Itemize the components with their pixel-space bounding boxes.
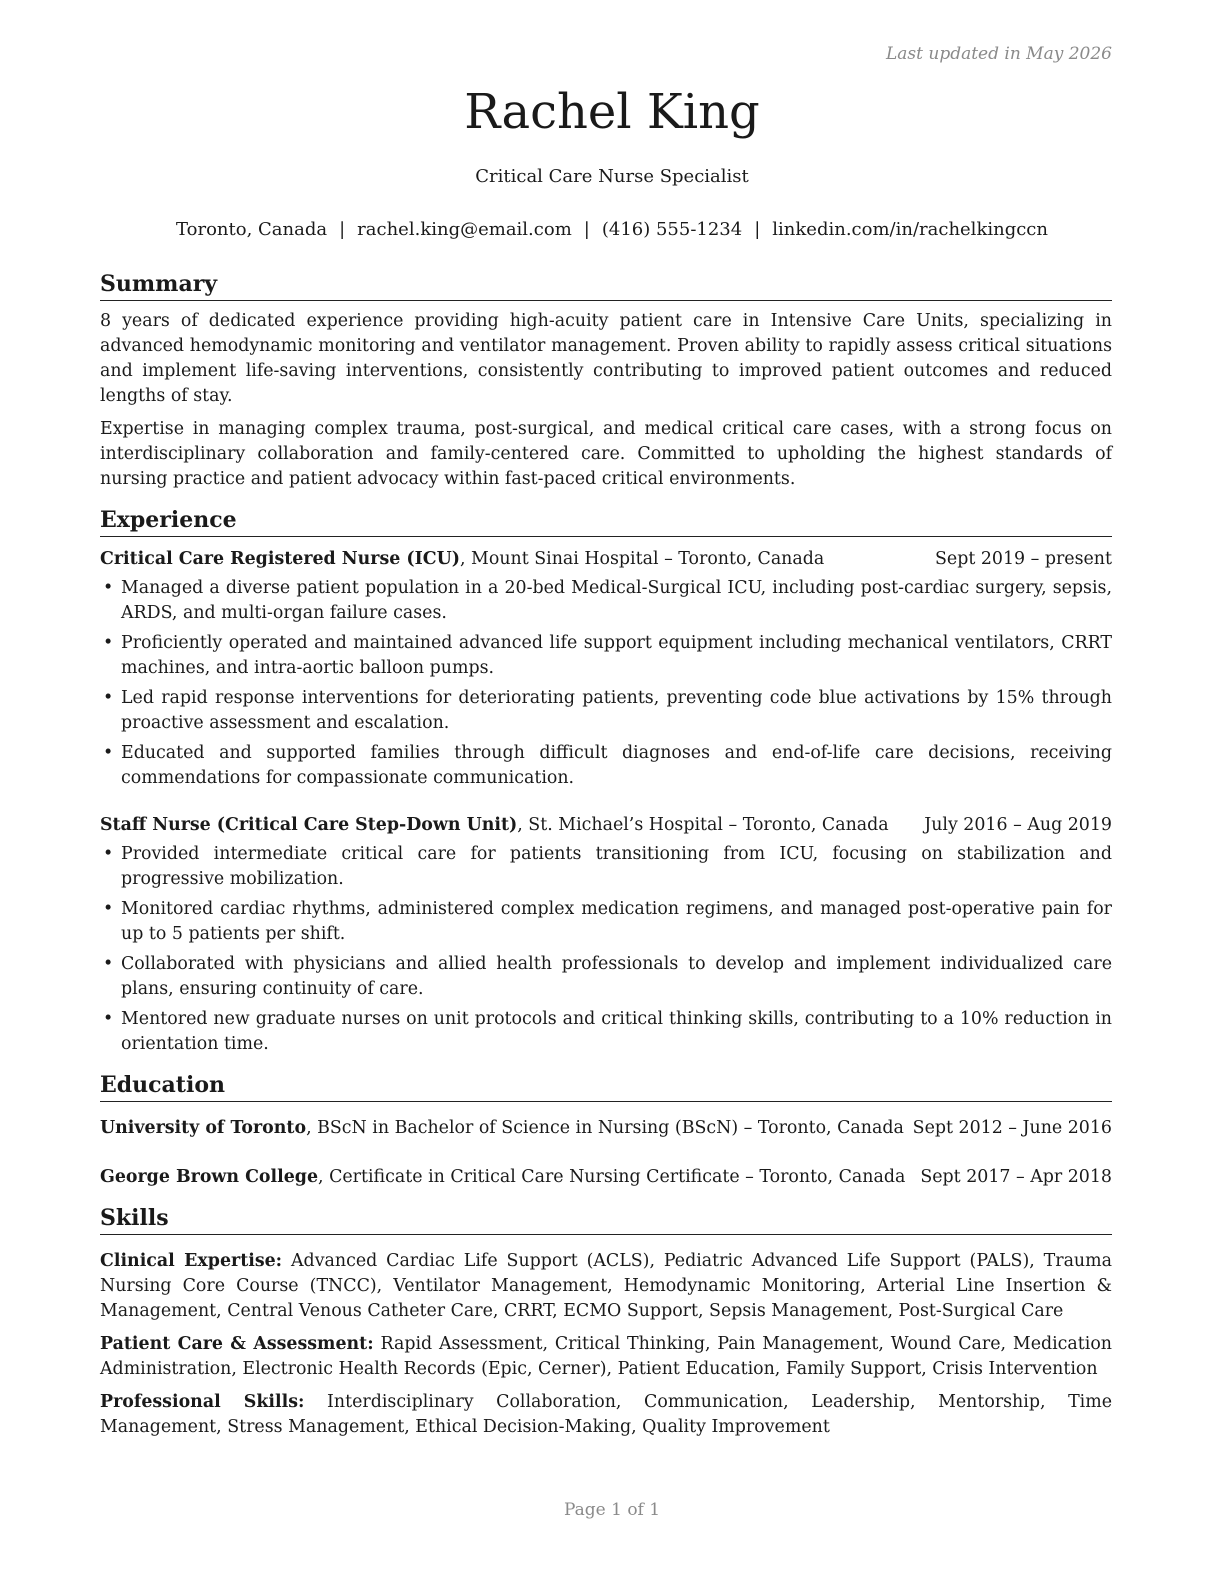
job-bullet: • Led rapid response interventions for deteriorating patients, preventing code blue activations by 15% through proactive assessment and escalation. bbox=[100, 686, 1112, 736]
job-entry bbox=[100, 813, 1112, 1057]
candidate-name: Rachel King bbox=[464, 84, 760, 140]
skill-group-label: Patient Care & Assessment: bbox=[100, 1334, 374, 1354]
candidate-title: Critical Care Nurse Specialist bbox=[475, 166, 749, 187]
skills-section bbox=[100, 1204, 1112, 1440]
education-heading: Education bbox=[100, 1071, 1112, 1102]
summary-paragraph: 8 years of dedicated experience providing high-acuity patient care in Intensive Care Units, specializing in advanced hemodynamic monitoring and ventilator management. Proven ability to rapidly assess critical situations and implement life-saving interventions, consistently contributing to improved patient outcomes and reduced lengths of stay. bbox=[100, 311, 1112, 406]
education-title-line bbox=[100, 1165, 905, 1190]
contact-linkedin[interactable]: linkedin.com/in/rachelkingccn bbox=[772, 219, 1048, 240]
education-detail: , Certificate in Critical Care Nursing Certificate – Toronto, Canada bbox=[318, 1167, 906, 1187]
job-header bbox=[100, 547, 1112, 572]
contact-location: Toronto, Canada bbox=[176, 219, 328, 240]
skill-group-items: Rapid Assessment, Critical Thinking, Pain Management, Wound Care, Medication Administration, Electronic Health Records (Epic, Cerner), Patient Education, Family Support, Crisis Intervention bbox=[100, 1334, 1113, 1379]
education-entry bbox=[100, 1116, 1112, 1141]
job-role: Critical Care Registered Nurse (ICU) bbox=[100, 549, 460, 569]
last-updated-note: Last updated in May 2026 bbox=[885, 44, 1112, 64]
summary-paragraph: Expertise in managing complex trauma, post-surgical, and medical critical care cases, with a strong focus on interdisciplinary collaboration and family-centered care. Committed to upholding the highest standards of nursing practice and patient advocacy within fast-paced critical environments. bbox=[100, 419, 1112, 489]
summary-heading: Summary bbox=[100, 270, 1112, 301]
contact-separator: | bbox=[339, 219, 346, 240]
summary-section bbox=[100, 270, 1112, 492]
job-bullet: • Provided intermediate critical care for patients transitioning from ICU, focusing on stabilization and progressive mobilization. bbox=[100, 842, 1112, 892]
job-bullets bbox=[100, 576, 1112, 791]
contact-separator: | bbox=[754, 219, 761, 240]
resume-body bbox=[100, 270, 1112, 1454]
job-title-line bbox=[100, 813, 889, 838]
experience-section bbox=[100, 506, 1112, 1057]
education-dates: Sept 2012 – June 2016 bbox=[912, 1118, 1112, 1138]
education-title-line bbox=[100, 1116, 904, 1141]
job-header bbox=[100, 813, 1112, 838]
job-organization: , Mount Sinai Hospital – Toronto, Canada bbox=[459, 549, 825, 569]
job-bullet: • Proficiently operated and maintained advanced life support equipment including mechanical ventilators, CRRT machines, and intra-aortic balloon pumps. bbox=[100, 631, 1112, 681]
job-organization: , St. Michael’s Hospital – Toronto, Canada bbox=[517, 815, 889, 835]
job-title-line bbox=[100, 547, 824, 572]
job-bullets bbox=[100, 842, 1112, 1057]
contact-email[interactable]: rachel.king@email.com bbox=[357, 219, 572, 240]
contact-separator: | bbox=[583, 219, 590, 240]
skill-group bbox=[100, 1390, 1112, 1440]
skill-group bbox=[100, 1332, 1112, 1382]
skill-group bbox=[100, 1249, 1112, 1324]
job-bullet: • Collaborated with physicians and allied health professionals to develop and implement individualized care plans, ensuring continuity of care. bbox=[100, 952, 1112, 1002]
skill-group-label: Professional Skills: bbox=[100, 1392, 305, 1412]
education-section bbox=[100, 1071, 1112, 1190]
education-detail: , BScN in Bachelor of Science in Nursing (BScN) – Toronto, Canada bbox=[306, 1118, 904, 1138]
skills-heading: Skills bbox=[100, 1204, 1112, 1235]
skill-group-label: Clinical Expertise: bbox=[100, 1251, 283, 1271]
job-entry bbox=[100, 547, 1112, 791]
job-dates: Sept 2019 – present bbox=[934, 549, 1112, 569]
job-bullet: • Mentored new graduate nurses on unit protocols and critical thinking skills, contributing to a 10% reduction in orientation time. bbox=[100, 1007, 1112, 1057]
contact-phone[interactable]: (416) 555-1234 bbox=[601, 219, 743, 240]
job-role: Staff Nurse (Critical Care Step-Down Unit) bbox=[100, 815, 518, 835]
skill-group-items: Interdisciplinary Collaboration, Communication, Leadership, Mentorship, Time Management, Stress Management, Ethical Decision-Making, Quality Improvement bbox=[100, 1392, 1113, 1437]
job-dates: July 2016 – Aug 2019 bbox=[924, 815, 1112, 835]
experience-heading: Experience bbox=[100, 506, 1112, 537]
education-school: University of Toronto bbox=[100, 1118, 307, 1138]
contact-line bbox=[0, 219, 1224, 240]
education-entry bbox=[100, 1165, 1112, 1190]
education-school: George Brown College bbox=[100, 1167, 319, 1187]
job-bullet: • Educated and supported families through difficult diagnoses and end-of-life care decisions, receiving commendations for compassionate communication. bbox=[100, 741, 1112, 791]
skill-group-items: Advanced Cardiac Life Support (ACLS), Pediatric Advanced Life Support (PALS), Trauma Nursing Core Course (TNCC), Ventilator Management, Hemodynamic Monitoring, Arterial Line Insertion & Management, Central Venous Catheter Care, CRRT, ECMO Support, Sepsis Management, Post-Surgical Care bbox=[100, 1251, 1112, 1321]
job-bullet: • Monitored cardiac rhythms, administered complex medication regimens, and managed post-operative pain for up to 5 patients per shift. bbox=[100, 897, 1112, 947]
job-bullet: • Managed a diverse patient population in a 20-bed Medical-Surgical ICU, including post-cardiac surgery, sepsis, ARDS, and multi-organ failure cases. bbox=[100, 576, 1112, 626]
education-dates: Sept 2017 – Apr 2018 bbox=[920, 1167, 1112, 1187]
page-number: Page 1 of 1 bbox=[563, 1500, 661, 1520]
